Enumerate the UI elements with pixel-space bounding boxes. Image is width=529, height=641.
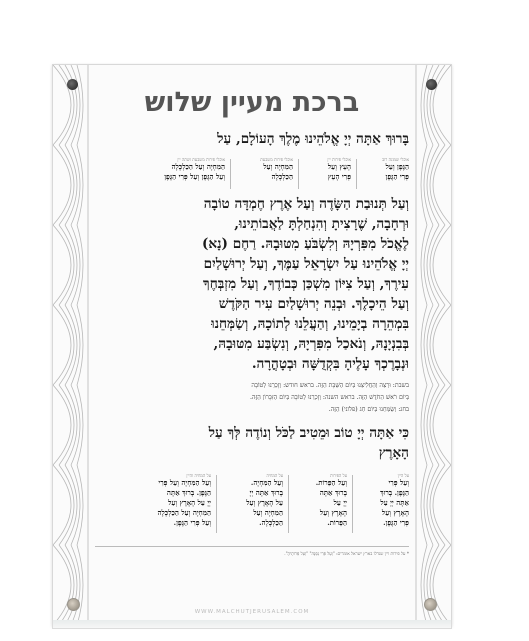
bottom-column-4: על המחיה והיין וְעַל הַמִּחְיָה וְעַל פְּרִי הַגֶּפֶן. בָּרוּךְ אַתָּה יְיָ עַל הָאָרֶץ וְעַל הַמִּחְיָה וְעַל הַכַּלְכָּלָה וְעַל פְּרִי הַגֶּפֶן. — [157, 473, 211, 527]
body-line-4: יְיָ אֱלֹהֵינוּ עַל יִשְׂרָאֵל עַמֶּךָ, וְעַל יְרוּשָׁלַיִם — [203, 256, 409, 272]
bottom-right-screw-icon — [424, 598, 437, 611]
blessing-plaque — [52, 64, 452, 626]
right-decorative-border — [415, 65, 451, 625]
body-line-1: וְעַל תְּנוּבַת הַשָּׂדֶה וְעַל אֶרֶץ חֶמְדָּה טוֹבָה — [203, 196, 409, 212]
plaque-glass-edge — [52, 620, 452, 629]
body-line-7: בִּמְהֵרָה בְיָמֵינוּ, וְהַעֲלֵנוּ לְתוֹכָהּ, וְשַׂמְּחֵנוּ — [211, 316, 409, 332]
top-left-screw-icon — [67, 79, 78, 90]
top-column-1: אוכלי שמונה רזב הַגֶּפֶן וְעַל פְּרִי הַגֶּפֶן — [382, 157, 409, 181]
closing-line-2: הָאָרֶץ — [378, 445, 409, 461]
body-line-8: בְּבִנְיָנָהּ, וְנֹאכַל מִפִּרְיָהּ, וְנִשְׂבַּע מִטּוּבָהּ, — [213, 336, 409, 352]
top-column-4: אוכלי פירות משבעת ושתה יין הַמִּחְיָה וְעַל הַכַּלְכָּלָה וְעַל הַגֶּפֶן וְעַל פְּרִי הַגֶּפֶן — [164, 157, 225, 181]
blessing-text — [95, 65, 409, 625]
bottom-column-1: על היין וְעַל פְּרִי הַגֶּפֶן. בָּרוּךְ אַתָּה יְיָ עַל הָאָרֶץ וְעַל פְּרִי הַגֶּפֶן. — [380, 473, 409, 527]
top-column-3: אוכלי פירות משבעת הַמִּחְיָה וְעַל הַכַּלְכָּלָה — [260, 157, 293, 181]
footnote-divider — [95, 546, 409, 547]
body-line-9: וּנְבָרֶכְךָ עָלֶיהָ בִּקְדֻשָּׁה וּבְטָהֳרָה. — [251, 356, 409, 372]
body-line-5: עִירֶךָ, וְעַל צִיּוֹן מִשְׁכַּן כְּבוֹדֶךָ, וְעַל מִזְבְּחֶךָ — [203, 276, 409, 292]
body-line-6: וְעַל הֵיכָלֶךָ. וּבְנֵה יְרוּשָׁלַיִם עִיר הַקֹּדֶשׁ — [218, 296, 409, 312]
insertion-line-2: בְּיוֹם רֹאשׁ הַחֹדֶשׁ הַזֶּה. בראש השנה: וְזָכְרֵנוּ לְטוֹבָה בְּיוֹם הַזִּכָּרוֹן הַזֶּה. — [249, 394, 409, 401]
footnote: * על פירות ויין שגדלו בארץ ישראל אומרים: "וְעַל פְּרִי גַפְנָהּ" "וְעַל פֵּרוֹתֶיהָ". — [284, 552, 409, 557]
closing-line-1: כִּי אַתָּה יְיָ טוֹב וּמֵטִיב לַכֹּל וְנוֹדֶה לְּךָ עַל — [208, 425, 409, 441]
opening-line: בָּרוּךְ אַתָּה יְיָ אֱלֹהֵינוּ מֶלֶךְ הָעוֹלָם, עַל — [217, 131, 409, 147]
insertion-line-3: בחג: וְשַׂמְּחֵנוּ בְּיוֹם חַג (פלוני) הַזֶּה. — [328, 406, 409, 413]
bottom-column-2: על הפירות וְעַל הַפֵּרוֹת. בָּרוּךְ אַתָּה יְיָ עַל הָאָרֶץ וְעַל הַפֵּרוֹת. — [315, 473, 347, 527]
left-decorative-border — [53, 65, 89, 625]
bottom-column-3: על המחיה וְעַל הַמִּחְיָה. בָּרוּךְ אַתָּה יְיָ עַל הָאָרֶץ וְעַל הַמִּחְיָה וְעַל הַכַּלְכָּלָה. — [246, 473, 283, 527]
body-line-3: לֶאֱכֹל מִפִּרְיָהּ וְלִשְׂבֹּעַ מִטּוּבָהּ. רַחֶם (נָא) — [201, 236, 409, 252]
insertion-line-1: בשבת: וּרְצֵה וְהַחֲלִיצֵנוּ בְּיוֹם הַשַּׁבָּת הַזֶּה. בראש חודש: וְזָכְרֵנוּ לְטוֹבָה — [251, 382, 409, 389]
page-title: ברכת מעיין שלוש — [144, 87, 360, 118]
website-url: WWW.MALCHUTJERUSALEM.COM — [194, 609, 310, 615]
bottom-left-screw-icon — [67, 598, 80, 611]
top-right-screw-icon — [426, 79, 437, 90]
body-line-2: וּרְחָבָה, שֶׁרָצִיתָ וְהִנְחַלְתָּ לַאֲבוֹתֵינוּ, — [234, 216, 409, 232]
top-column-2: אוכלי פירות יין הָעֵץ וְעַל פְּרִי הָעֵץ — [327, 157, 351, 181]
